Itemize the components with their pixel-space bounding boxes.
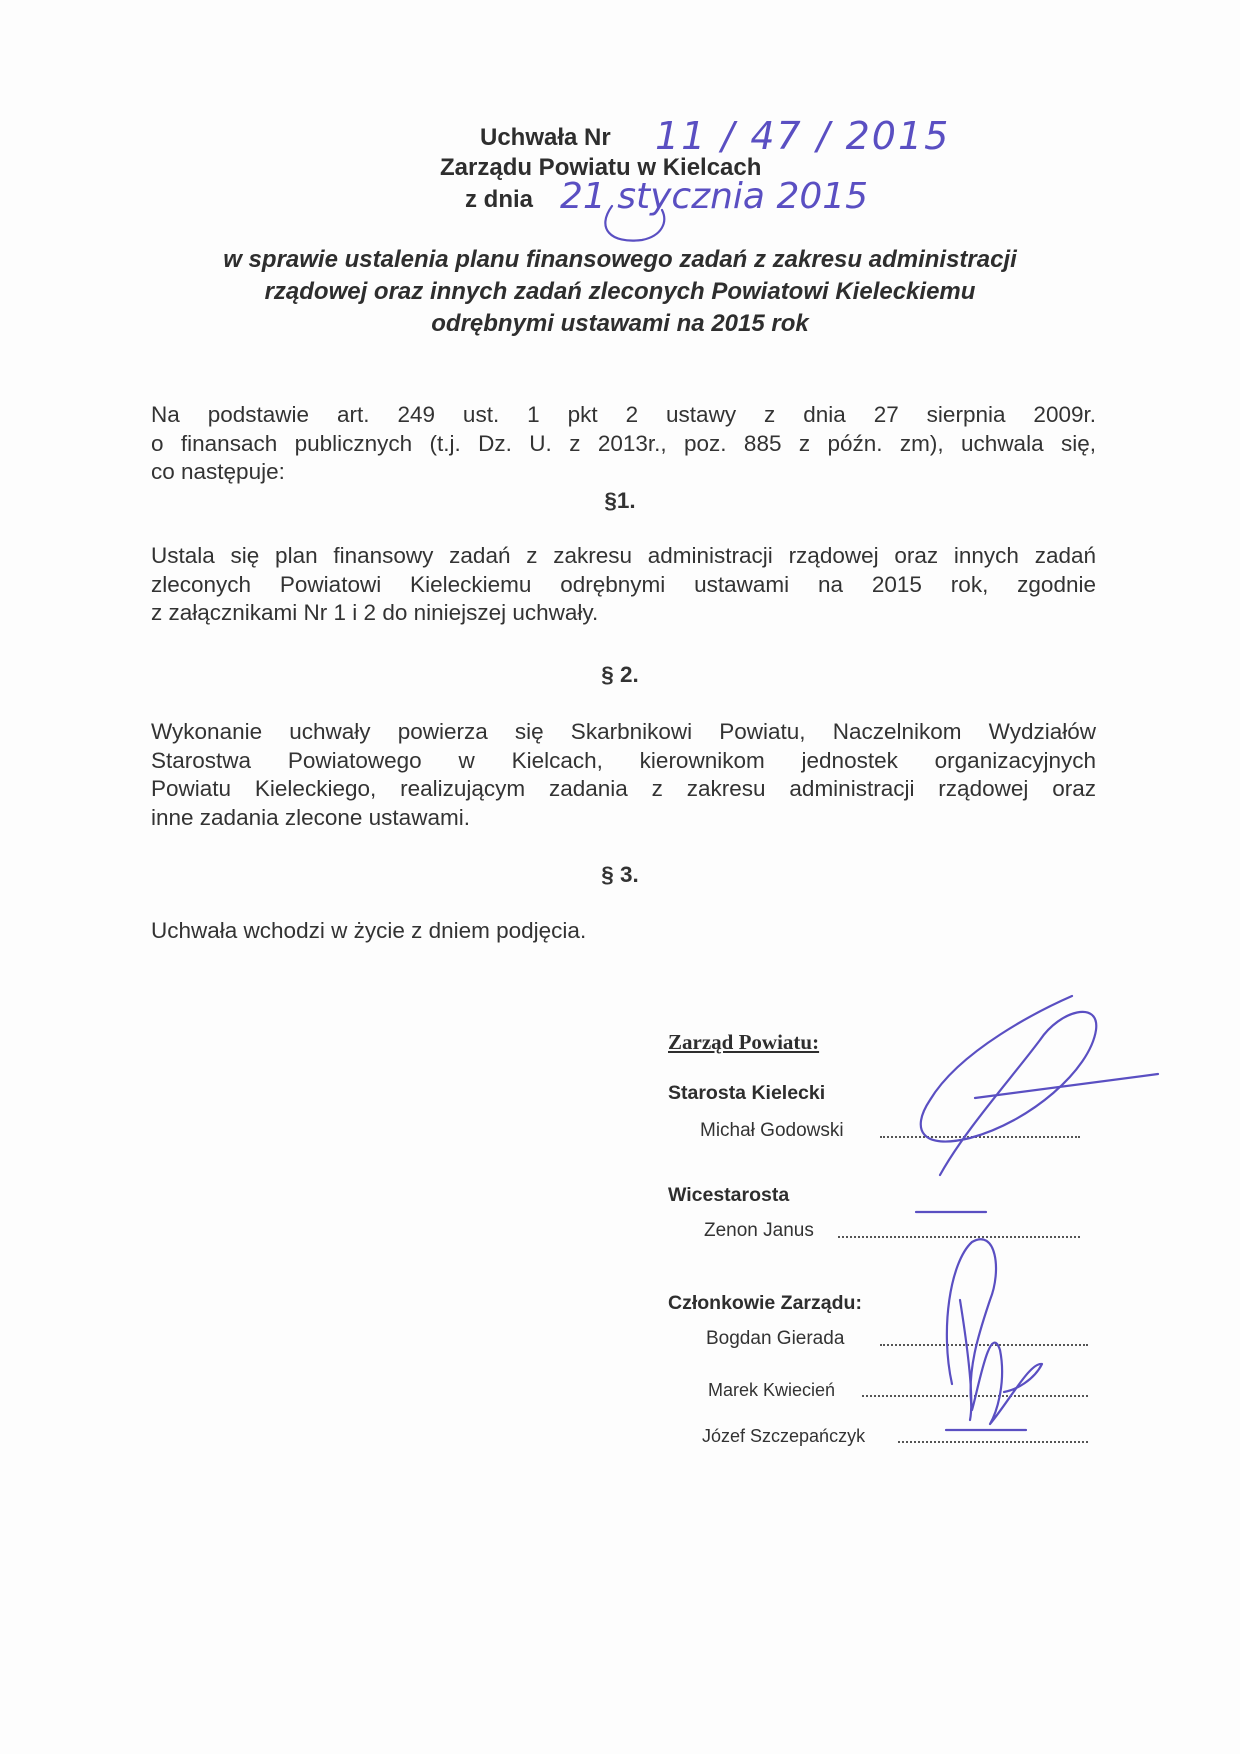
- signature-line: [862, 1395, 1088, 1397]
- section-line: z załącznikami Nr 1 i 2 do niniejszej uchwały.: [151, 600, 599, 625]
- section-1-body: [151, 542, 1096, 628]
- subject-line: w sprawie ustalenia planu finansowego zadań z zakresu administracji: [223, 246, 1017, 273]
- handwritten-resolution-number: 11 / 47 / 2015: [655, 114, 951, 158]
- handwritten-date: 21 stycznia 2015: [560, 176, 869, 217]
- preamble-line: Na podstawie art. 249 ust. 1 pkt 2 ustawy z dnia 27 sierpnia 2009r.: [151, 402, 1096, 427]
- section-line: inne zadania zlecone ustawami.: [151, 804, 470, 830]
- section-line: zleconych Powiatowi Kieleckiemu odrębnymi ustawami na 2015 rok, zgodnie: [151, 571, 1096, 597]
- board-name: Zarządu Powiatu w Kielcach: [440, 154, 762, 181]
- signature-line: [838, 1236, 1080, 1238]
- signatory-name: Zenon Janus: [704, 1220, 814, 1241]
- preamble-line: co następuje:: [151, 459, 285, 484]
- signature-line: [880, 1136, 1080, 1138]
- section-2-body: [151, 718, 1096, 832]
- section-3-body: [151, 917, 1096, 946]
- signature-line: [898, 1441, 1088, 1443]
- section-heading: §1.: [604, 488, 636, 513]
- members-signature-stroke: [960, 1300, 971, 1420]
- signatory-name: Józef Szczepańczyk: [702, 1426, 866, 1446]
- signatory-name: Bogdan Gierada: [706, 1328, 845, 1349]
- subject-line: odrębnymi ustawami na 2015 rok: [431, 310, 809, 337]
- subject-line: rządowej oraz innych zadań zleconych Powiatowi Kieleckiemu: [264, 278, 976, 305]
- role-starosta: Starosta Kielecki: [668, 1082, 826, 1104]
- section-line: Wykonanie uchwały powierza się Skarbnikowi Powiatu, Naczelnikom Wydziałów: [151, 719, 1096, 744]
- board-signature-title: Zarząd Powiatu:: [668, 1030, 820, 1054]
- role-board-members: Członkowie Zarządu:: [668, 1292, 862, 1314]
- section-line: Starostwa Powiatowego w Kielcach, kierownikom jednostek organizacyjnych: [151, 747, 1096, 773]
- starosta-signature-stroke: [975, 1074, 1158, 1098]
- date-label: z dnia: [465, 186, 534, 213]
- section-line: Ustala się plan finansowy zadań z zakresu administracji rządowej oraz innych zadań: [151, 543, 1096, 568]
- resolution-subject: [150, 244, 1090, 340]
- resolution-label: Uchwała Nr: [480, 124, 611, 151]
- signatory-name: Marek Kwiecień: [708, 1380, 836, 1400]
- section-heading: § 3.: [601, 862, 639, 887]
- preamble-line: o finansach publicznych (t.j. Dz. U. z 2013r., poz. 885 z późn. zm), uchwala się,: [151, 430, 1096, 456]
- starosta-signature-stroke: [921, 996, 1097, 1175]
- role-wicestarosta: Wicestarosta: [668, 1184, 790, 1206]
- signatory-name: Michał Godowski: [700, 1120, 844, 1141]
- signature-line: [880, 1344, 1088, 1346]
- section-line: Uchwała wchodzi w życie z dniem podjęcia.: [151, 918, 587, 943]
- section-heading: § 2.: [601, 662, 639, 687]
- section-line: Powiatu Kieleckiego, realizującym zadania z zakresu administracji rządowej oraz: [151, 776, 1096, 801]
- preamble: [151, 401, 1096, 487]
